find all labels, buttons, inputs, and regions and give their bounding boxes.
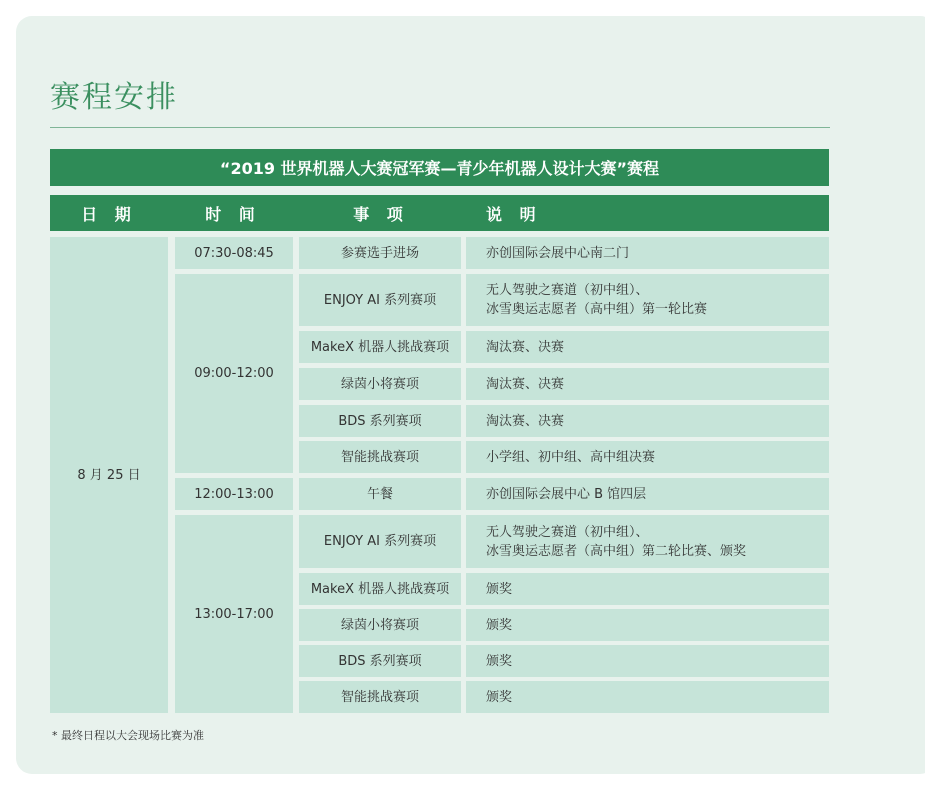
event-cell: ENJOY AI 系列赛项 (299, 515, 461, 568)
event-cell: 智能挑战赛项 (299, 441, 461, 473)
time-cell: 13:00-17:00 (175, 515, 293, 713)
event-cell: BDS 系列赛项 (299, 645, 461, 677)
desc-line: 淘汰赛、决赛 (486, 376, 565, 392)
desc-line: 颁奖 (486, 653, 513, 669)
event-cell: 绿茵小将赛项 (299, 368, 461, 400)
desc-line: 冰雪奥运志愿者（高中组）第一轮比赛 (486, 302, 708, 317)
event-cell: MakeX 机器人挑战赛项 (299, 331, 461, 363)
title-divider (50, 127, 830, 128)
desc-line: 冰雪奥运志愿者（高中组）第二轮比赛、颁奖 (486, 543, 747, 559)
desc-cell (466, 274, 829, 326)
desc-line: 亦创国际会展中心 B 馆四层 (486, 486, 647, 502)
event-cell: BDS 系列赛项 (299, 405, 461, 437)
event-cell: 午餐 (299, 478, 461, 510)
event-cell: 参赛选手进场 (299, 237, 461, 269)
desc-cell (466, 645, 829, 677)
desc-cell (466, 478, 829, 510)
desc-line: 亦创国际会展中心南二门 (486, 245, 630, 261)
desc-line: 淘汰赛、决赛 (486, 339, 565, 355)
desc-cell (466, 405, 829, 437)
event-cell: 绿茵小将赛项 (299, 609, 461, 641)
footnote: * 最终日程以大会现场比赛为准 (52, 729, 204, 742)
time-cell: 07:30-08:45 (175, 237, 293, 269)
desc-line: 颁奖 (486, 581, 513, 597)
desc-cell (466, 331, 829, 363)
desc-cell (466, 441, 829, 473)
desc-cell (466, 609, 829, 641)
desc-line: 小学组、初中组、高中组决赛 (486, 449, 656, 465)
time-cell: 12:00-13:00 (175, 478, 293, 510)
table-title: “2019 世界机器人大赛冠军赛—青少年机器人设计大赛”赛程 (50, 149, 829, 186)
desc-cell (466, 681, 829, 713)
page-title: 赛程安排 (50, 80, 178, 115)
desc-line: 颁奖 (486, 689, 513, 705)
event-cell: ENJOY AI 系列赛项 (299, 274, 461, 326)
desc-cell (466, 368, 829, 400)
header-date: 日 期 (50, 195, 168, 231)
desc-line: 淘汰赛、决赛 (486, 413, 565, 429)
desc-cell (466, 515, 829, 568)
desc-line: 无人驾驶之赛道（初中组）、 (486, 524, 649, 540)
date-cell: 8 月 25 日 (50, 237, 168, 713)
header-time: 时 间 (168, 195, 298, 231)
header-event: 事 项 (298, 195, 464, 231)
event-cell: MakeX 机器人挑战赛项 (299, 573, 461, 605)
time-cell: 09:00-12:00 (175, 274, 293, 473)
desc-cell (466, 237, 829, 269)
desc-line: 颁奖 (486, 617, 513, 633)
desc-line: 无人驾驶之赛道（初中组）、 (486, 283, 649, 298)
event-cell: 智能挑战赛项 (299, 681, 461, 713)
header-desc: 说 明 (464, 195, 829, 231)
desc-cell (466, 573, 829, 605)
